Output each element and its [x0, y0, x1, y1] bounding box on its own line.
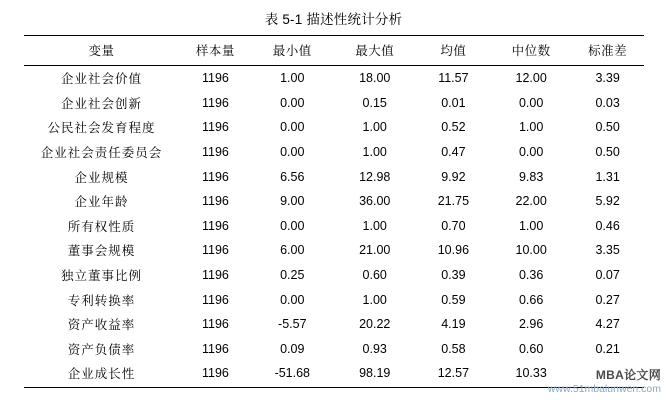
cell-std: 5.92: [595, 194, 620, 209]
cell-mean: 0.70: [441, 218, 466, 233]
cell-max: 0.15: [362, 95, 387, 110]
cell-min: -51.68: [251, 361, 333, 388]
cell-variable: 独立董事比例: [60, 269, 142, 284]
cell-median: 10.33: [491, 361, 572, 388]
watermark: [548, 368, 661, 396]
cell-sample-size: 1196: [201, 292, 229, 307]
column-header-median: 中位数: [491, 36, 572, 66]
cell-median: 22.00: [515, 194, 547, 209]
table-header: [24, 36, 644, 66]
cell-median: 9.83: [518, 169, 544, 184]
cell-sample-size: 1196: [201, 243, 229, 258]
cell-sample-size: 1196: [201, 194, 229, 209]
cell-std: 0.46: [595, 218, 620, 233]
cell-mean: 11.57: [438, 71, 469, 86]
cell-variable: 企业规模: [74, 170, 129, 185]
table-row: [24, 164, 644, 189]
table-row: [24, 140, 644, 165]
cell-max: 98.19: [333, 361, 416, 388]
cell-variable: 所有权性质: [67, 219, 136, 234]
cell-variable: 企业成长性: [24, 361, 180, 388]
column-header-std: 标准差: [572, 36, 644, 66]
table-row: [24, 263, 644, 288]
cell-mean: 0.52: [441, 120, 466, 135]
cell-std: 3.35: [595, 243, 620, 258]
cell-sample-size: 1196: [201, 169, 229, 184]
table-row: [24, 214, 644, 239]
cell-max: 1.00: [362, 120, 387, 135]
cell-mean: 0.47: [441, 145, 466, 160]
table-row: [24, 115, 644, 140]
cell-max: 36.00: [359, 194, 391, 209]
cell-std: 3.39: [595, 71, 620, 86]
cell-median: 10.00: [515, 243, 547, 258]
table-row: [24, 287, 644, 312]
cell-std: 0.21: [595, 341, 620, 356]
cell-mean: 12.57: [416, 361, 490, 388]
cell-max: 20.22: [359, 317, 391, 332]
cell-variable: 企业年龄: [74, 195, 129, 210]
column-header-sample-size: 样本量: [179, 36, 251, 66]
cell-sample-size: 1196: [201, 145, 229, 160]
cell-max: 0.60: [362, 268, 387, 283]
cell-sample-size: 1196: [201, 71, 229, 86]
cell-mean: 0.59: [441, 292, 466, 307]
cell-median: 0.66: [518, 292, 544, 307]
cell-std: 0.07: [595, 268, 620, 283]
cell-std: 0.50: [595, 120, 620, 135]
cell-median: 0.00: [518, 95, 544, 110]
table-body: [24, 66, 644, 388]
cell-min: 0.00: [280, 120, 305, 135]
cell-max: 1.00: [362, 292, 387, 307]
cell-median: 1.00: [518, 218, 544, 233]
cell-min: 0.00: [280, 145, 305, 160]
cell-min: -5.57: [278, 317, 307, 332]
cell-variable: 企业社会价值: [60, 72, 142, 87]
cell-max: 18.00: [359, 71, 391, 86]
cell-std: 4.27: [595, 317, 620, 332]
cell-mean: 0.58: [441, 341, 466, 356]
cell-median: 2.96: [518, 317, 544, 332]
cell-max: 1.00: [362, 218, 387, 233]
table-row: [24, 91, 644, 116]
cell-min: 0.00: [280, 218, 305, 233]
cell-variable: 公民社会发育程度: [47, 121, 156, 136]
cell-variable: 资产负债率: [67, 342, 136, 357]
cell-variable: 企业社会责任委员会: [40, 146, 163, 161]
cell-mean: 0.01: [441, 95, 466, 110]
cell-median: 1.00: [518, 120, 544, 135]
column-header-mean: 均值: [416, 36, 490, 66]
cell-max: 12.98: [359, 169, 391, 184]
cell-max: 1.00: [362, 145, 387, 160]
cell-sample-size: 1196: [201, 268, 229, 283]
watermark-title: MBA论文网: [595, 367, 661, 382]
cell-min: 0.00: [280, 95, 305, 110]
column-header-variable: 变量: [24, 36, 180, 66]
cell-variable: 企业社会创新: [60, 96, 142, 111]
table-row: [24, 66, 644, 91]
cell-median: 12.00: [515, 71, 547, 86]
table-row: [24, 189, 644, 214]
cell-std: 0.03: [595, 95, 620, 110]
table-title: 表 5-1 描述性统计分析: [264, 12, 403, 27]
cell-min: 6.00: [280, 243, 305, 258]
column-header-max: 最大值: [333, 36, 416, 66]
cell-median: 0.60: [518, 341, 544, 356]
cell-mean: 0.39: [441, 268, 466, 283]
cell-sample-size: 1196: [201, 317, 229, 332]
cell-min: 0.09: [280, 341, 305, 356]
cell-max: 0.93: [362, 341, 387, 356]
descriptive-statistics-table: [24, 35, 644, 388]
cell-min: 0.25: [280, 268, 305, 283]
cell-variable: 专利转换率: [67, 293, 136, 308]
table-row: [24, 312, 644, 337]
cell-mean: 10.96: [437, 243, 470, 258]
cell-mean: 9.92: [441, 169, 466, 184]
column-header-min: 最小值: [251, 36, 333, 66]
cell-std: 0.50: [595, 145, 620, 160]
cell-sample-size: 1196: [201, 120, 229, 135]
watermark-url: www.51mbalunwen.com: [547, 382, 661, 395]
cell-sample-size: 1196: [201, 95, 229, 110]
cell-std: 0.27: [595, 292, 620, 307]
cell-sample-size: 1196: [201, 218, 229, 233]
cell-min: 0.00: [280, 292, 305, 307]
cell-variable: 资产收益率: [67, 318, 136, 333]
cell-min: 9.00: [280, 194, 305, 209]
cell-variable: 董事会规模: [67, 244, 136, 259]
cell-median: 0.00: [518, 145, 544, 160]
cell-min: 6.56: [280, 169, 305, 184]
table-row: [24, 238, 644, 263]
cell-sample-size: 1196: [179, 361, 251, 388]
cell-mean: 4.19: [441, 317, 466, 332]
cell-sample-size: 1196: [201, 341, 229, 356]
cell-mean: 21.75: [437, 194, 470, 209]
cell-std: 1.31: [595, 169, 620, 184]
table-row: [24, 337, 644, 362]
cell-median: 0.36: [518, 268, 544, 283]
cell-max: 21.00: [359, 243, 391, 258]
table-header-row: [24, 36, 644, 66]
cell-min: 1.00: [280, 71, 305, 86]
